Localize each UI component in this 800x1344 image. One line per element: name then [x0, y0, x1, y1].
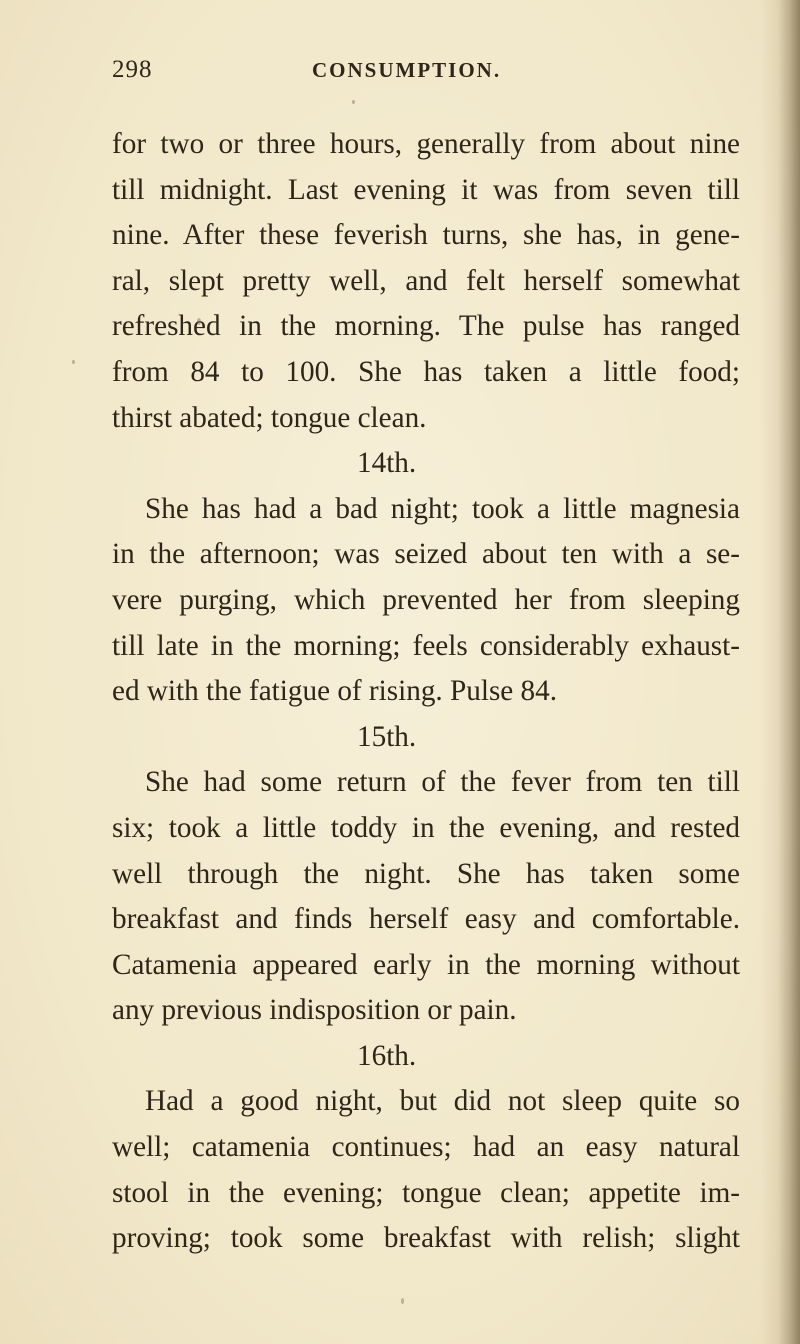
- text-line: well through the night. She has taken some: [112, 857, 740, 890]
- paper-speck: [72, 360, 75, 364]
- text-line: Catamenia appeared early in the morning without: [112, 948, 740, 981]
- text-line: till midnight. Last evening it was from seven till: [112, 173, 740, 206]
- paper-speck: [352, 100, 355, 104]
- page-header: [112, 56, 712, 92]
- text-line: in the afternoon; was seized about ten with a se-: [112, 538, 740, 571]
- text-line: thirst abated; tongue clean.: [112, 401, 427, 434]
- page-edge-shadow: [778, 0, 800, 1344]
- page-number: 298: [112, 56, 153, 83]
- text-line: She has had a bad night; took a little magnesia: [145, 492, 740, 525]
- paper-speck: [401, 1298, 404, 1304]
- text-line: Had a good night, but did not sleep quite so: [145, 1085, 740, 1118]
- text-line: six; took a little toddy in the evening, and rested: [112, 811, 740, 844]
- body-text: [112, 122, 740, 1262]
- text-line: any previous indisposition or pain.: [112, 994, 517, 1027]
- text-line: breakfast and finds herself easy and comfortable.: [112, 903, 740, 936]
- text-line: from 84 to 100. She has taken a little food;: [112, 355, 740, 388]
- paper-speck: [197, 318, 201, 325]
- text-line: till late in the morning; feels considerably exhaust-: [112, 629, 740, 662]
- text-line: well; catamenia continues; had an easy natural: [112, 1131, 740, 1164]
- text-line: vere purging, which prevented her from sleeping: [112, 583, 740, 616]
- entry-date: 14th.: [357, 447, 417, 480]
- running-title: CONSUMPTION.: [312, 58, 502, 82]
- entry-date: 16th.: [357, 1039, 417, 1072]
- text-line: ed with the fatigue of rising. Pulse 84.: [112, 675, 558, 708]
- text-line: refreshed in the morning. The pulse has ranged: [112, 310, 740, 343]
- text-line: proving; took some breakfast with relish; slight: [112, 1222, 740, 1255]
- text-line: nine. After these feverish turns, she has, in gene-: [112, 219, 740, 252]
- text-line: stool in the evening; tongue clean; appetite im-: [112, 1176, 740, 1209]
- entry-date: 15th.: [357, 720, 417, 753]
- text-line: ral, slept pretty well, and felt herself somewhat: [112, 264, 740, 297]
- text-line: for two or three hours, generally from about nine: [112, 128, 740, 160]
- text-line: She had some return of the fever from ten till: [145, 766, 740, 799]
